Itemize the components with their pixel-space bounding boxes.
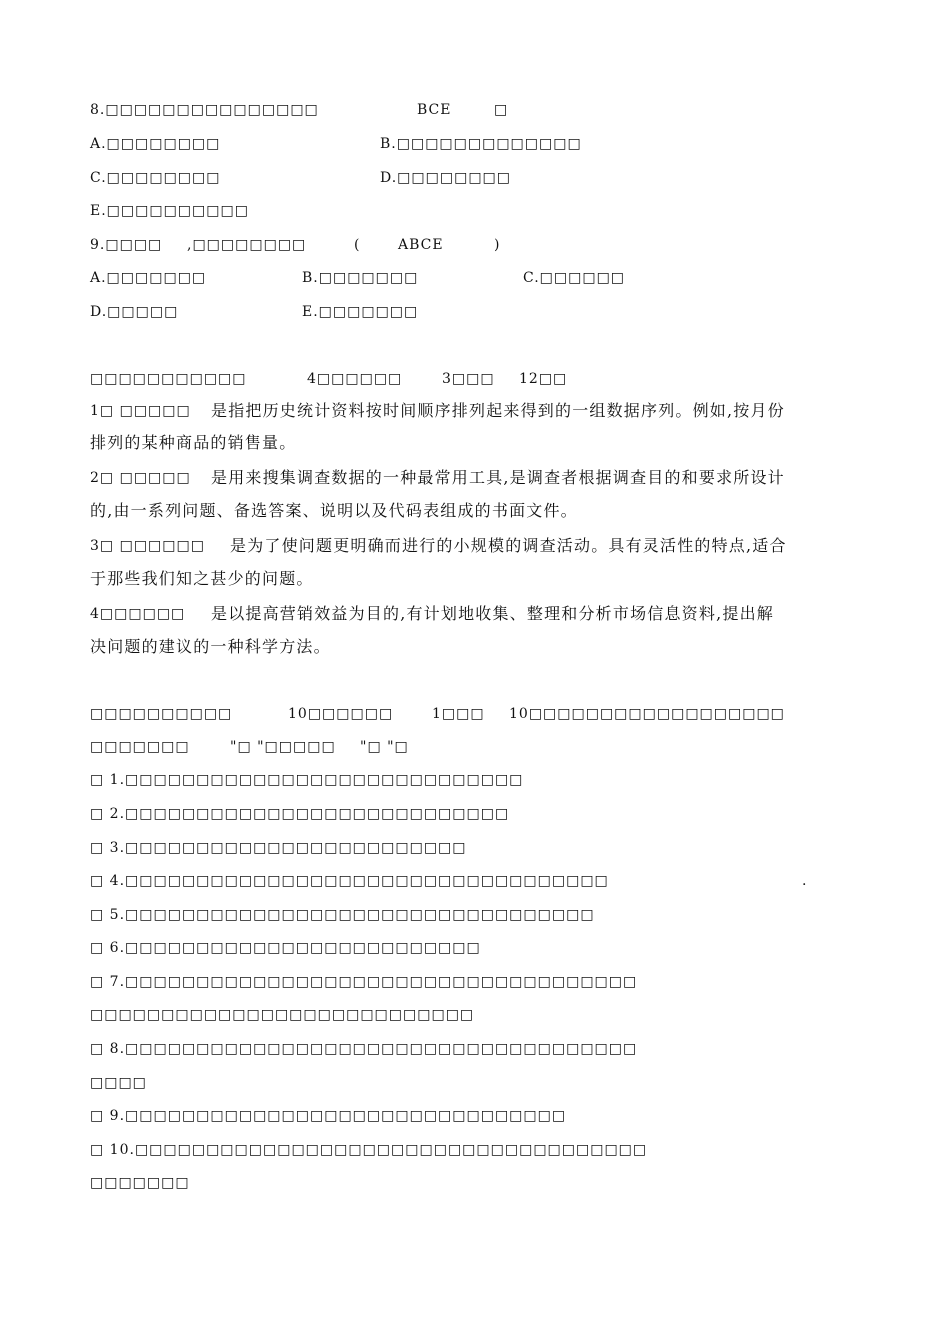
q9-stem: 9.□□□□ [90,237,163,253]
q9-option-b: B.□□□□□□□ [302,270,419,286]
section3-title: □□□□□□□□□□□ [90,371,247,387]
definition-3-term: 3□ □□□□□□ [90,538,205,554]
q8-option-b: B.□□□□□□□□□□□□□ [380,136,582,152]
judgment-item-10-continued: □□□□□□□ [90,1175,190,1191]
judgment-item-5: □ 5.□□□□□□□□□□□□□□□□□□□□□□□□□□□□□□□□□ [90,907,595,923]
section4-instruction-true-mark: "□ "□□□□□ [230,739,336,755]
q8-option-d: D.□□□□□□□□ [380,170,511,186]
section4-instruction-false-mark: "□ "□ [360,739,409,755]
q9-close-paren: ) [494,237,501,253]
judgment-item-7-continued: □□□□□□□□□□□□□□□□□□□□□□□□□□□ [90,1007,475,1023]
judgment-item-9: □ 9.□□□□□□□□□□□□□□□□□□□□□□□□□□□□□□□ [90,1108,567,1124]
q9-open-paren: ( [354,237,361,253]
section4-total: 10□□□□□□□□□□□□□□□□□□ [509,706,785,722]
q8-option-c: C.□□□□□□□□ [90,170,221,186]
definition-4-term: 4□□□□□□ [90,606,186,622]
q8-close: □ [494,102,509,118]
judgment-item-2: □ 2.□□□□□□□□□□□□□□□□□□□□□□□□□□□ [90,806,510,822]
definition-3-text-continued: 于那些我们知之甚少的问题。 [90,569,314,588]
section4-count: 10□□□□□□ [288,706,394,722]
definition-1-text-continued: 排列的某种商品的销售量。 [90,433,297,452]
definition-3-text: 是为了使问题更明确而进行的小规模的调查活动。具有灵活性的特点,适合 [230,536,787,555]
q8-stem: 8.□□□□□□□□□□□□□□□ [90,102,319,118]
stray-dot: . [802,873,808,889]
section3-total: 12□□ [519,371,568,387]
judgment-item-10: □ 10.□□□□□□□□□□□□□□□□□□□□□□□□□□□□□□□□□□□□ [90,1142,648,1158]
section4-instruction: □□□□□□□ [90,739,190,755]
section4-each: 1□□□ [432,706,485,722]
section4-title: □□□□□□□□□□ [90,706,233,722]
judgment-item-4: □ 4.□□□□□□□□□□□□□□□□□□□□□□□□□□□□□□□□□□ [90,873,609,889]
q9-option-c: C.□□□□□□ [523,270,626,286]
definition-1-text: 是指把历史统计资料按时间顺序排列起来得到的一组数据序列。例如,按月份 [211,401,785,420]
definition-4-text: 是以提高营销效益为目的,有计划地收集、整理和分析市场信息资料,提出解 [211,604,774,623]
definition-2-term: 2□ □□□□□ [90,470,191,486]
definition-2-text-continued: 的,由一系列问题、备选答案、说明以及代码表组成的书面文件。 [90,501,578,520]
q8-option-a: A.□□□□□□□□ [90,136,221,152]
q8-answer: BCE [417,102,452,118]
q9-option-e: E.□□□□□□□ [302,304,419,320]
judgment-item-6: □ 6.□□□□□□□□□□□□□□□□□□□□□□□□□ [90,940,481,956]
section3-each: 3□□□ [442,371,495,387]
judgment-item-7: □ 7.□□□□□□□□□□□□□□□□□□□□□□□□□□□□□□□□□□□□ [90,974,638,990]
definition-2-text: 是用来搜集调查数据的一种最常用工具,是调查者根据调查目的和要求所设计 [211,468,785,487]
q8-option-e: E.□□□□□□□□□□ [90,203,249,219]
judgment-item-8: □ 8.□□□□□□□□□□□□□□□□□□□□□□□□□□□□□□□□□□□□ [90,1041,638,1057]
judgment-item-1: □ 1.□□□□□□□□□□□□□□□□□□□□□□□□□□□□ [90,772,524,788]
section3-count: 4□□□□□□ [307,371,403,387]
q9-answer: ABCE [398,237,444,253]
judgment-item-3: □ 3.□□□□□□□□□□□□□□□□□□□□□□□□ [90,840,467,856]
judgment-item-8-continued: □□□□ [90,1075,147,1091]
q9-option-d: D.□□□□□ [90,304,179,320]
q9-stem-continued: ,□□□□□□□□ [187,237,307,253]
definition-1-term: 1□ □□□□□ [90,403,191,419]
q9-option-a: A.□□□□□□□ [90,270,207,286]
definition-4-text-continued: 决问题的建议的一种科学方法。 [90,637,331,656]
